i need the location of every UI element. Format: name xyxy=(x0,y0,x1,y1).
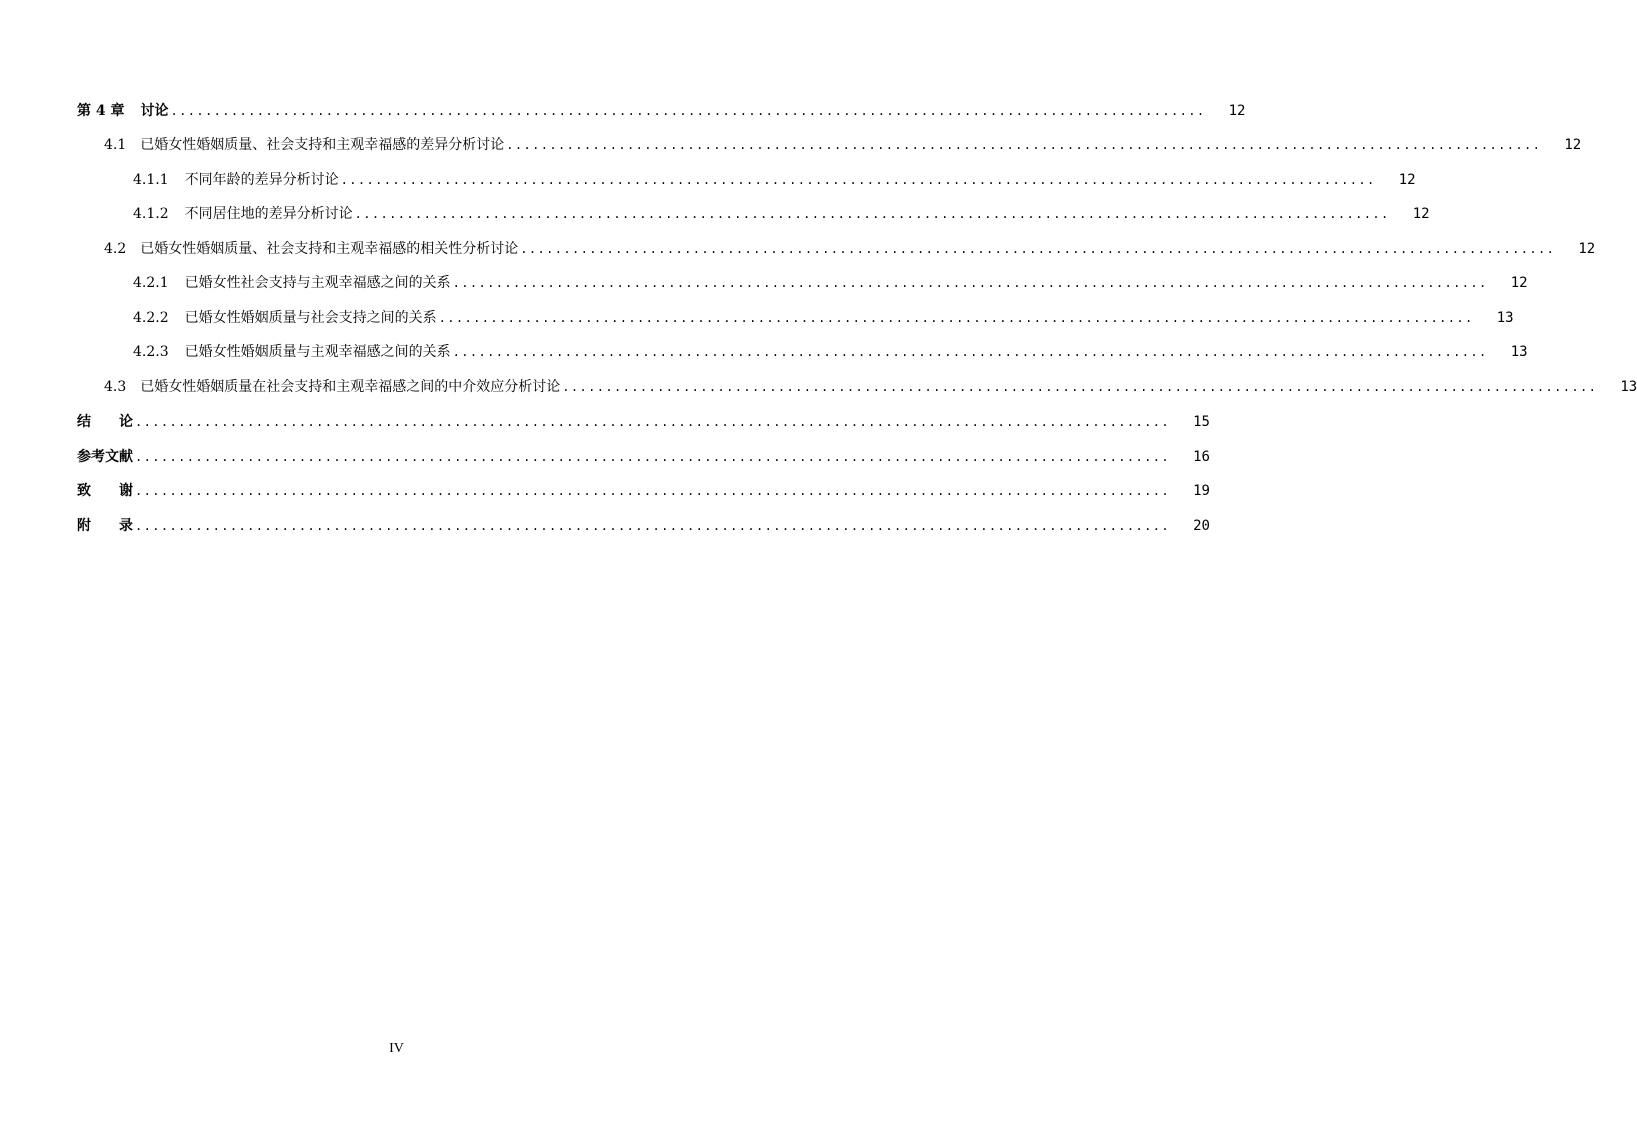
toc-leader-dots: ........................................................................................................................ xyxy=(452,345,1488,359)
toc-entry-page: 13 xyxy=(1620,379,1637,395)
toc-leader-dots: ........................................................................................................................ xyxy=(135,484,1170,498)
toc-entry-page: 12 xyxy=(1578,241,1596,257)
toc-entry-title: 已婚女性婚姻质量与社会支持之间的关系 xyxy=(184,310,437,326)
toc-entry-text xyxy=(133,271,453,295)
toc-entry-text xyxy=(77,514,135,538)
toc-entry-title: 附 录 xyxy=(77,518,133,534)
toc-entry-text xyxy=(77,410,135,434)
toc-entry-title: 已婚女性婚姻质量、社会支持和主观幸福感的相关性分析讨论 xyxy=(140,241,519,257)
toc-entry-number: 第 4 章 xyxy=(77,103,125,119)
toc-leader-dots: ........................................................................................................................ xyxy=(135,450,1170,464)
toc-entry-title: 已婚女性婚姻质量与主观幸福感之间的关系 xyxy=(184,344,451,360)
toc-entry[interactable] xyxy=(0,340,1528,364)
toc-entry-number: 4.3 xyxy=(104,379,127,395)
toc-leader-dots: ........................................................................................................................ xyxy=(520,242,1556,256)
toc-entry[interactable] xyxy=(0,99,1246,123)
toc-entry-text xyxy=(77,99,171,123)
page-number: IV xyxy=(389,1041,404,1056)
toc-entry-page: 13 xyxy=(1510,344,1528,360)
toc-entry-page: 12 xyxy=(1564,137,1582,153)
toc-entry-page: 19 xyxy=(1193,483,1210,499)
toc-leader-dots: ........................................................................................................................ xyxy=(354,207,1390,221)
toc-entry-title: 讨论 xyxy=(140,103,169,119)
toc-entry-number: 4.2.2 xyxy=(133,310,169,326)
toc-entry-text xyxy=(133,202,355,226)
toc-entry-text xyxy=(133,168,341,192)
toc-entry[interactable] xyxy=(0,202,1430,226)
toc-entry-title: 已婚女性婚姻质量、社会支持和主观幸福感的差异分析讨论 xyxy=(140,137,505,153)
toc-entry-text xyxy=(104,237,520,261)
toc-leader-dots: ........................................................................................................................ xyxy=(562,380,1598,394)
toc-entry-text xyxy=(133,340,453,364)
toc-entry-title: 致 谢 xyxy=(77,483,133,499)
toc-entry-number: 4.2 xyxy=(104,241,127,257)
toc-entry-number: 4.1.2 xyxy=(133,206,169,222)
toc-entry[interactable] xyxy=(0,514,1210,538)
toc-entry-title: 已婚女性婚姻质量在社会支持和主观幸福感之间的中介效应分析讨论 xyxy=(140,379,561,395)
toc-entry-page: 12 xyxy=(1398,172,1416,188)
toc-entry-title: 参考文献 xyxy=(77,449,133,465)
toc-entry-text xyxy=(133,306,439,330)
toc-entry-title: 不同居住地的差异分析讨论 xyxy=(184,206,353,222)
toc-entry[interactable] xyxy=(0,306,1514,330)
toc-leader-dots: ........................................................................................................................ xyxy=(340,173,1376,187)
toc-entry-page: 15 xyxy=(1193,414,1210,430)
toc-entry[interactable] xyxy=(0,271,1528,295)
toc-leader-dots: ........................................................................................................................ xyxy=(438,311,1474,325)
toc-entry-number: 4.2.3 xyxy=(133,344,169,360)
toc-entry-text xyxy=(77,445,135,469)
toc-entry-title: 结 论 xyxy=(77,414,133,430)
toc-leader-dots: ........................................................................................................................ xyxy=(506,138,1542,152)
toc-entry-page: 16 xyxy=(1193,449,1210,465)
toc-entry-page: 20 xyxy=(1193,518,1210,534)
toc-entry[interactable] xyxy=(0,479,1210,503)
toc-leader-dots: ........................................................................................................................ xyxy=(135,415,1170,429)
toc-entry-number: 4.1.1 xyxy=(133,172,169,188)
toc-entry[interactable] xyxy=(0,237,1596,261)
toc-entry[interactable] xyxy=(0,168,1416,192)
toc-entry-page: 13 xyxy=(1496,310,1514,326)
toc-leader-dots: ........................................................................................................................ xyxy=(135,519,1170,533)
toc-leader-dots: ........................................................................................................................ xyxy=(170,104,1206,118)
toc-entry-page: 12 xyxy=(1510,275,1528,291)
toc-entry-number: 4.2.1 xyxy=(133,275,169,291)
toc-leader-dots: ........................................................................................................................ xyxy=(452,276,1488,290)
toc-entry[interactable] xyxy=(0,375,1637,399)
toc-entry-number: 4.1 xyxy=(104,137,127,153)
toc-entry-title: 不同年龄的差异分析讨论 xyxy=(184,172,339,188)
toc-entry-title: 已婚女性社会支持与主观幸福感之间的关系 xyxy=(184,275,451,291)
toc-entry-text xyxy=(104,133,506,157)
toc-entry[interactable] xyxy=(0,133,1582,157)
toc-entry-page: 12 xyxy=(1412,206,1430,222)
toc-entry[interactable] xyxy=(0,445,1210,469)
toc-entry-text xyxy=(77,479,135,503)
toc-entry[interactable] xyxy=(0,410,1210,434)
toc-entry-page: 12 xyxy=(1228,103,1246,119)
toc-entry-text xyxy=(104,375,562,399)
